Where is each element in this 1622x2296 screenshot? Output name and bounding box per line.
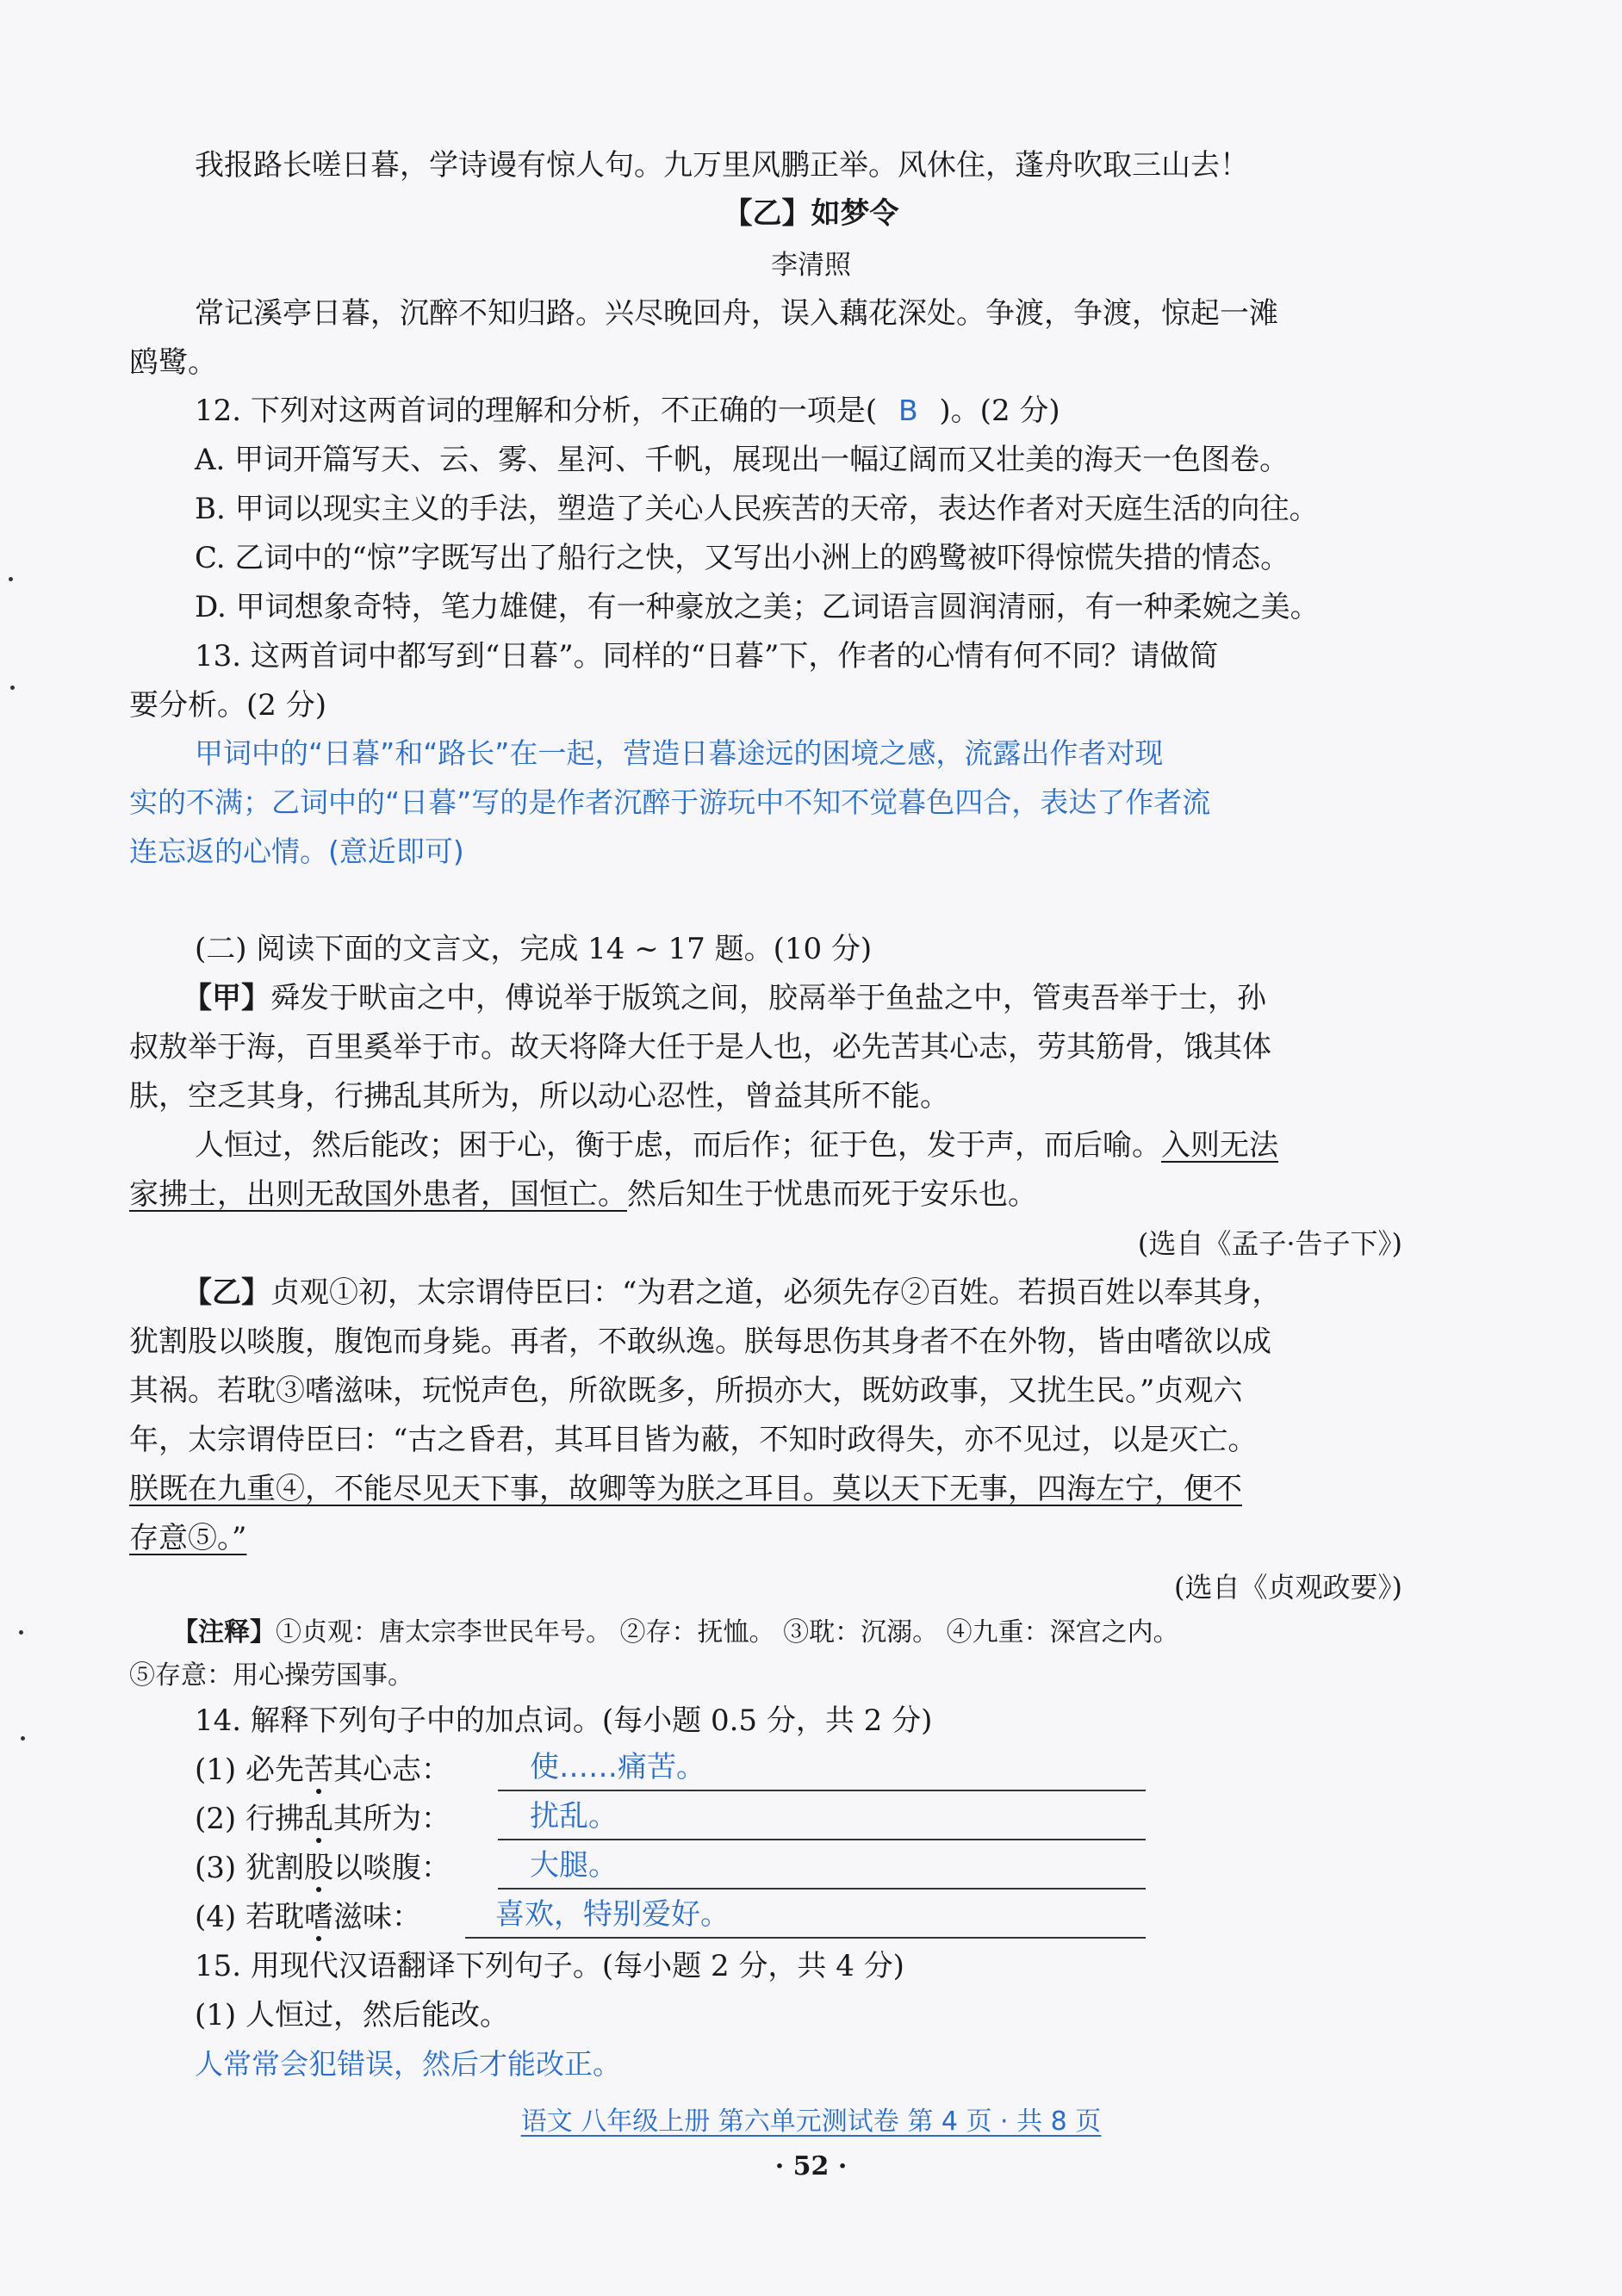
notes-label: 【注释】 — [172, 1617, 276, 1648]
jia-text-line: 肤，空乏其身，行拂乱其所为，所以动心忍性，曾益其所不能。 — [129, 1079, 949, 1114]
scan-speck — [19, 1630, 23, 1635]
yi-text-line — [183, 1274, 1281, 1312]
q14-dotted-word: 苦 — [303, 1753, 333, 1787]
page-footer: 语文 八年级上册 第六单元测试卷 第 4 页 · 共 8 页 — [520, 2107, 1102, 2137]
q14-item-text: 其所为： — [332, 1802, 451, 1836]
q13-answer-line: 实的不满；乙词中的“日暮”写的是作者沉醉于游玩中不知不觉暮色四合，表达了作者流 — [129, 785, 1211, 819]
q14-item-text: (1) 必先 — [195, 1753, 304, 1787]
scan-speck — [21, 1736, 25, 1741]
q13-stem: 要分析。(2 分) — [129, 688, 326, 723]
q14-answer: 使……痛苦。 — [530, 1750, 705, 1784]
yi-poem-line: 常记溪亭日暮，沉醉不知归路。兴尽晚回舟，误入藕花深处。争渡，争渡，惊起一滩 — [195, 296, 1278, 331]
q12-answer: B — [898, 394, 918, 427]
q14-item-text: (2) 行拂 — [195, 1802, 304, 1836]
q12-option: B. 甲词以现实主义的手法，塑造了关心人民疾苦的天帝，表达作者对天庭生活的向往。 — [195, 492, 1319, 526]
q14-item — [195, 1849, 451, 1887]
yi-poem-title: 【乙】如梦令 — [723, 196, 899, 231]
jia-text-line — [183, 979, 1266, 1017]
q14-answer: 大腿。 — [530, 1848, 618, 1883]
q14-item-text: (4) 若耽 — [195, 1900, 304, 1934]
yi-underlined-line: 朕既在九重④，不能尽见天下事，故卿等为朕之耳目。莫以天下无事，四海左宁，便不 — [129, 1472, 1242, 1506]
q15-item: (1) 人恒过，然后能改。 — [195, 1998, 509, 2032]
notes-text: ①贞观：唐太宗李世民年号。 ②存：抚恤。 ③耽：沉溺。 ④九重：深宫之内。 — [276, 1617, 1179, 1648]
yi-text-line: 年，太宗谓侍臣曰：“古之昏君，其耳目皆为蔽，不知时政得失，亦不见过，以是灭亡。 — [129, 1423, 1258, 1457]
yi-text-line: 犹割股以啖腹，腹饱而身毙。再者，不敢纵逸。朕每思伤其身者不在外物，皆由嗜欲以成 — [129, 1325, 1271, 1359]
yi-label: 【乙】 — [183, 1275, 270, 1310]
q12-stem — [195, 392, 1060, 430]
yi-poem-author: 李清照 — [771, 250, 851, 281]
q12-stem-tail: )。(2 分) — [939, 394, 1060, 428]
q14-item — [195, 1751, 451, 1789]
q14-dotted-word: 股 — [303, 1851, 333, 1885]
jia-text-line: 叔敖举于海，百里奚举于市。故天将降大任于是人也，必先苦其心志，劳其筋骨，饿其体 — [129, 1030, 1271, 1064]
q13-answer-line: 甲词中的“日暮”和“路长”在一起，营造日暮途远的困境之感，流露出作者对现 — [195, 736, 1164, 770]
jia-text-line — [129, 1176, 1037, 1213]
q14-answer: 扰乱。 — [530, 1799, 618, 1834]
notes-line: ⑤存意：用心操劳国事。 — [129, 1660, 413, 1691]
q15-stem: 15. 用现代汉语翻译下列句子。(每小题 2 分，共 4 分) — [195, 1949, 904, 1983]
q14-dotted-word: 乱 — [303, 1802, 333, 1836]
jia-text-line — [195, 1126, 1278, 1164]
section2-heading: (二) 阅读下面的文言文，完成 14 ~ 17 题。(10 分) — [195, 932, 873, 966]
q14-stem: 14. 解释下列句子中的加点词。(每小题 0.5 分，共 2 分) — [195, 1703, 933, 1738]
q14-item-text: (3) 犹割 — [195, 1851, 304, 1885]
q14-item-text: 滋味： — [332, 1900, 421, 1934]
answer-blank-line — [498, 1888, 1146, 1890]
jia-underlined-text: 入则无法 — [1161, 1128, 1278, 1163]
q14-dotted-word: 嗜 — [303, 1900, 333, 1934]
q12-option: C. 乙词中的“惊”字既写出了船行之快，又写出小洲上的鸥鹭被吓得惊慌失措的情态。 — [195, 541, 1290, 575]
jia-label: 【甲】 — [183, 981, 270, 1015]
q14-item — [195, 1800, 451, 1838]
jia-poem-last-line: 我报路长嗟日暮，学诗谩有惊人句。九万里风鹏正举。风休住，蓬舟吹取三山去！ — [195, 148, 1249, 183]
q14-item-text: 其心志： — [332, 1753, 451, 1787]
answer-blank-line — [498, 1839, 1146, 1840]
q13-answer-line: 连忘返的心情。(意近即可) — [129, 835, 464, 868]
q12-option: D. 甲词想象奇特，笔力雄健，有一种豪放之美；乙词语言圆润清丽，有一种柔婉之美。 — [195, 590, 1320, 624]
q14-item — [195, 1898, 421, 1936]
jia-source: (选自《孟子·告子下》) — [1137, 1227, 1402, 1260]
jia-text: 然后知生于忧患而死于安乐也。 — [627, 1177, 1037, 1212]
q15-answer: 人常常会犯错误，然后才能改正。 — [195, 2047, 621, 2081]
yi-poem-line: 鸥鹭。 — [129, 345, 217, 380]
jia-underlined-text: 家拂士，出则无敌国外患者，国恒亡。 — [129, 1177, 627, 1212]
answer-blank-line — [498, 1790, 1146, 1791]
yi-text: 贞观①初，太宗谓侍臣曰：“为君之道，必须先存②百姓。若损百姓以奉其身， — [270, 1275, 1282, 1310]
q13-stem: 13. 这两首词中都写到“日暮”。同样的“日暮”下，作者的心情有何不同？请做简 — [195, 639, 1219, 673]
yi-source: (选自《贞观政要》) — [1174, 1571, 1402, 1604]
scan-speck — [10, 686, 15, 690]
jia-text: 人恒过，然后能改；困于心，衡于虑，而后作；征于色，发于声，而后喻。 — [195, 1128, 1161, 1163]
q12-option: A. 甲词开篇写天、云、雾、星河、千帆，展现出一幅辽阔而又壮美的海天一色图卷。 — [195, 443, 1290, 477]
answer-blank-line — [465, 1937, 1146, 1939]
q14-item-text: 以啖腹： — [332, 1851, 451, 1885]
yi-underlined-line: 存意⑤。” — [129, 1521, 247, 1555]
jia-text: 舜发于畎亩之中，傅说举于版筑之间，胶鬲举于鱼盐之中，管夷吾举于士，孙 — [270, 981, 1266, 1015]
q12-stem-text: 12. 下列对这两首词的理解和分析，不正确的一项是( — [195, 394, 878, 428]
q14-answer: 喜欢，特别爱好。 — [495, 1897, 730, 1932]
scan-speck — [9, 577, 13, 581]
yi-text-line: 其祸。若耽③嗜滋味，玩悦声色，所欲既多，所损亦大，既妨政事，又扰生民。”贞观六 — [129, 1374, 1243, 1408]
notes-line — [172, 1614, 1179, 1652]
page-number: · 52 · — [774, 2151, 848, 2181]
